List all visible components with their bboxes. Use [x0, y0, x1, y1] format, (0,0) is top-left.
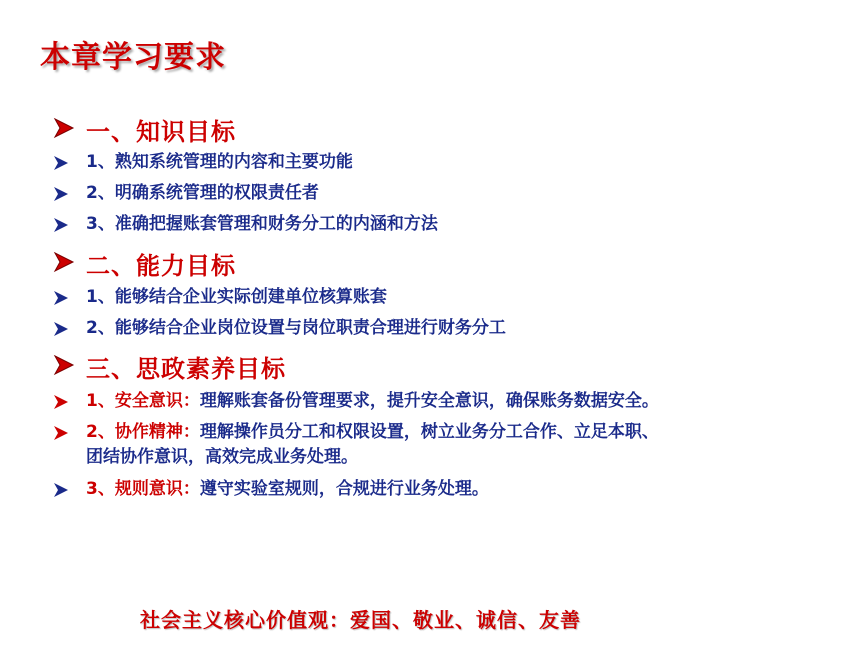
list-item	[52, 181, 830, 206]
section-heading-label: 一、知识目标	[86, 118, 236, 146]
list-item	[52, 389, 830, 414]
arrowhead-bullet-icon	[52, 320, 70, 338]
arrowhead-bullet-icon	[52, 216, 70, 234]
section-heading-ideology	[52, 349, 830, 384]
arrowhead-bullet-icon	[52, 289, 70, 307]
list-item-text: 2、能够结合企业岗位设置与岗位职责合理进行财务分工	[86, 318, 506, 338]
section-heading-label: 二、能力目标	[86, 252, 236, 280]
list-item-text: 1、熟知系统管理的内容和主要功能	[86, 152, 353, 172]
arrowhead-bullet-icon	[52, 481, 70, 499]
list-item-text: 3、准确把握账套管理和财务分工的内涵和方法	[86, 214, 438, 234]
arrowhead-bullet-icon	[52, 154, 70, 172]
item-text: 理解账套备份管理要求，提升安全意识，确保账务数据安全。	[199, 391, 659, 411]
list-item	[52, 316, 830, 341]
item-text: 理解操作员分工和权限设置，树立业务分工合作、立足本职、	[199, 422, 659, 442]
arrowhead-bullet-icon	[52, 424, 70, 442]
arrowhead-bullet-icon	[52, 116, 76, 140]
arrowhead-bullet-icon	[52, 250, 76, 274]
item-text: 遵守实验室规则，合规进行业务处理。	[199, 479, 489, 499]
arrowhead-bullet-icon	[52, 353, 76, 377]
section-heading-knowledge	[52, 112, 830, 147]
item-text-continued: 团结协作意识，高效完成业务处理。	[86, 447, 358, 467]
item-label: 1、安全意识：	[86, 391, 200, 411]
list-item	[52, 285, 830, 310]
list-item	[52, 150, 830, 175]
item-label: 3、规则意识：	[86, 479, 200, 499]
list-item	[52, 477, 830, 502]
arrowhead-bullet-icon	[52, 185, 70, 203]
section-heading-ability	[52, 246, 830, 281]
section-heading-label: 三、思政素养目标	[86, 355, 286, 383]
page-title: 本章学习要求	[40, 40, 226, 75]
list-item-text: 2、明确系统管理的权限责任者	[86, 183, 319, 203]
core-values-footer: 社会主义核心价值观：爱国、敬业、诚信、友善	[140, 608, 581, 632]
list-item	[52, 212, 830, 237]
arrowhead-bullet-icon	[52, 393, 70, 411]
list-item-text: 1、能够结合企业实际创建单位核算账套	[86, 287, 387, 307]
list-item	[52, 420, 830, 470]
item-label: 2、协作精神：	[86, 422, 200, 442]
